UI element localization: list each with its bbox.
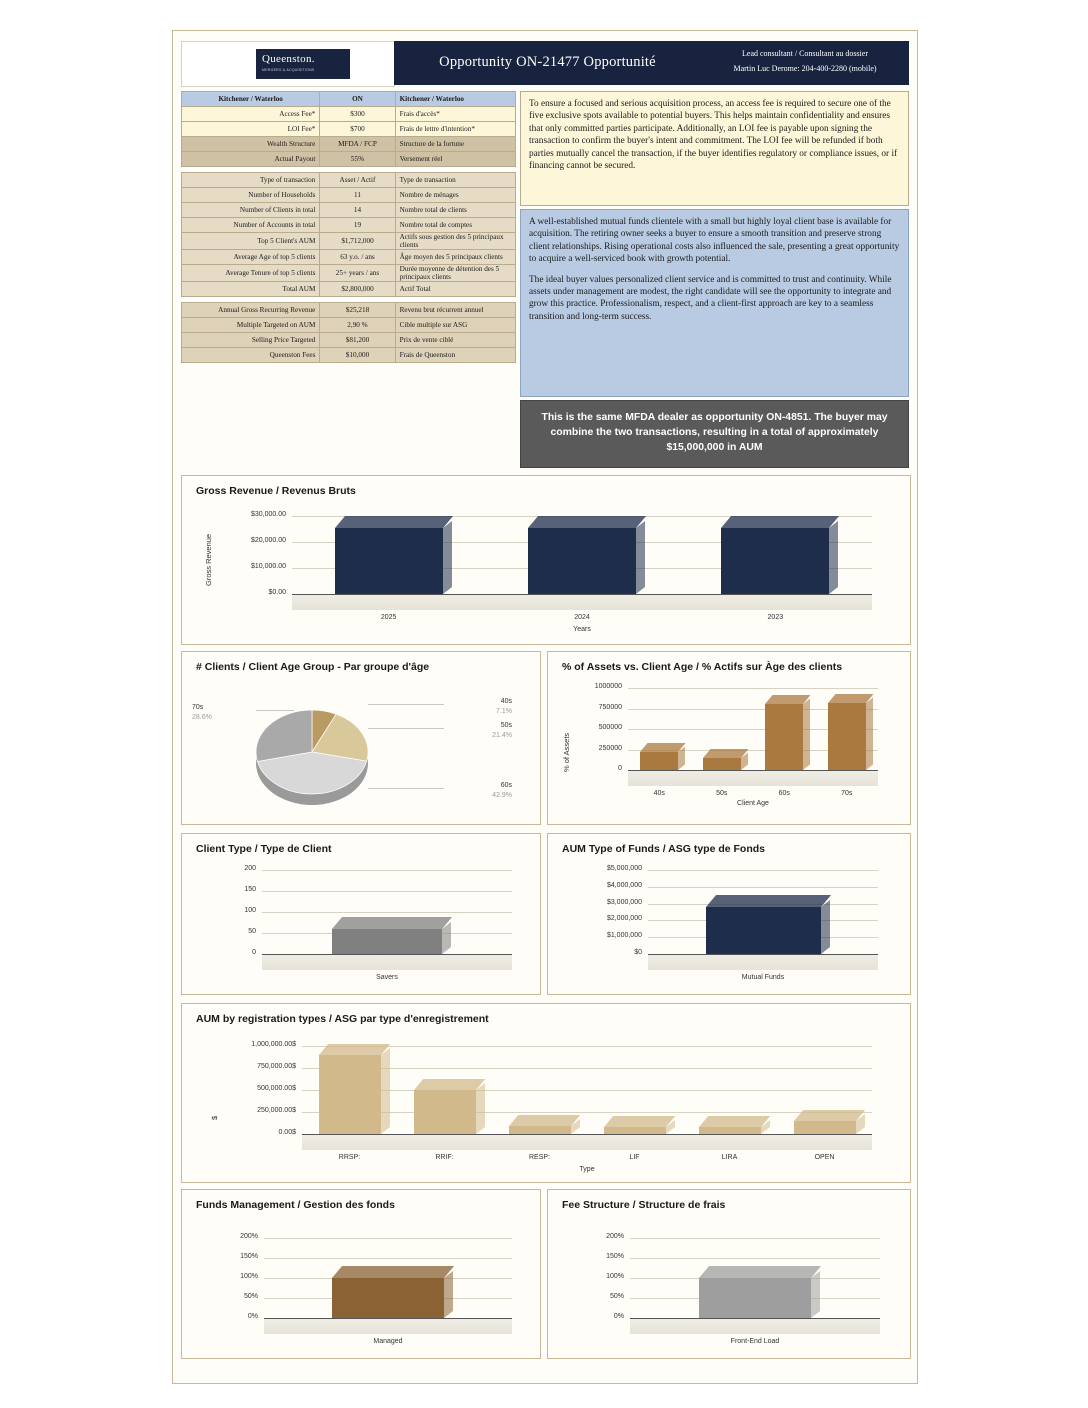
chart-title-client-age: # Clients / Client Age Group - Par groupe d'âge xyxy=(196,661,430,673)
chart-xlabel: Client Age xyxy=(737,800,769,807)
chart-y-tick: 0 xyxy=(252,949,256,956)
chart-x-tick: RESP: xyxy=(528,1154,550,1161)
chart-card-aum-funds xyxy=(547,833,911,995)
chart-y-tick: 150 xyxy=(244,886,256,893)
table-cell: $2,800,000 xyxy=(320,282,395,297)
table-cell: Top 5 Client's AUM xyxy=(182,233,320,250)
chart-bar xyxy=(509,1115,571,1134)
chart-x-tick: 40s xyxy=(653,790,665,797)
table-cell: Revenu brut récurrent annuel xyxy=(395,303,515,318)
pie-label: 50s xyxy=(500,722,512,729)
chart-x-tick: 50s xyxy=(716,790,728,797)
chart-x-tick: Front-End Load xyxy=(730,1338,780,1345)
pie-value: 7.1% xyxy=(496,708,512,715)
pie-leader-line xyxy=(368,728,444,729)
chart-y-tick: 0 xyxy=(618,765,622,772)
chart-x-tick: RRIF: xyxy=(435,1154,454,1161)
pie-leader-line xyxy=(368,788,444,789)
table-cell: Âge moyen des 5 principaux clients xyxy=(395,250,515,265)
chart-title-aum-funds: AUM Type of Funds / ASG type de Fonds xyxy=(562,843,766,855)
chart-x-tick: 2025 xyxy=(380,614,397,621)
chart-ylabel-assets: % of Assets xyxy=(562,732,571,772)
chart-gridline xyxy=(630,1318,880,1319)
table-cell: Durée moyenne de détention des 5 principaux clients xyxy=(395,265,515,282)
chart-title-funds-management: Funds Management / Gestion des fonds xyxy=(196,1199,395,1211)
chart-bar xyxy=(699,1266,811,1318)
table-cell: Actif Total xyxy=(395,282,515,297)
table-cell: 11 xyxy=(320,188,395,203)
pie-slice xyxy=(256,710,312,761)
chart-title-assets-vs-age: % of Assets vs. Client Age / % Actifs sur Àge des clients xyxy=(562,661,843,673)
chart-title-gross-revenue: Gross Revenue / Revenus Bruts xyxy=(196,485,356,497)
report-header xyxy=(181,41,909,85)
chart-card-assets-vs-age xyxy=(547,651,911,825)
chart-x-tick: 2023 xyxy=(767,614,784,621)
opportunity-description-panel xyxy=(520,209,909,397)
chart-title-fee-structure: Fee Structure / Structure de frais xyxy=(562,1199,726,1211)
chart-xlabel: Type xyxy=(579,1166,595,1173)
table-cell: MFDA / FCP xyxy=(320,137,395,152)
logo-subtitle: MERGERS & ACQUISITIONS xyxy=(262,68,315,72)
chart-card-client-age xyxy=(181,651,541,825)
chart-gridline xyxy=(302,1134,872,1135)
chart-y-tick: 150% xyxy=(606,1253,624,1260)
chart-x-tick: LIF xyxy=(629,1154,640,1161)
chart-y-tick: 250,000.00$ xyxy=(257,1107,296,1114)
pie-value: 21.4% xyxy=(492,732,512,739)
consultant-label: Lead consultant / Consultant au dossier xyxy=(742,49,868,58)
chart-bar xyxy=(332,1266,444,1318)
table-cell: LOI Fee* xyxy=(182,122,320,137)
chart-floor xyxy=(628,770,878,786)
chart-floor xyxy=(264,1318,512,1334)
table-cell: Prix de vente ciblé xyxy=(395,333,515,348)
chart-bar xyxy=(640,743,678,770)
opportunity-title-block xyxy=(394,41,701,85)
table-cell: Actual Payout xyxy=(182,152,320,167)
logo-block xyxy=(181,41,395,87)
table-row xyxy=(182,107,516,122)
chart-bar xyxy=(319,1044,381,1134)
chart-gridline xyxy=(648,954,878,955)
chart-bar xyxy=(528,516,636,594)
chart-gridline xyxy=(628,688,878,689)
table-cell: Frais de Queenston xyxy=(395,348,515,363)
chart-card-client-type xyxy=(181,833,541,995)
chart-bar xyxy=(414,1079,476,1134)
chart-y-tick: 100% xyxy=(606,1273,624,1280)
chart-y-tick: $1,000,000 xyxy=(606,932,642,940)
table-cell: Number of Clients in total xyxy=(182,203,320,218)
chart-bar xyxy=(703,749,741,770)
chart-y-tick: 200% xyxy=(240,1233,258,1240)
table-cell: Versement réel xyxy=(395,152,515,167)
chart-y-tick: 150% xyxy=(240,1253,258,1260)
chart-ylabel-registration: $ xyxy=(210,1115,219,1120)
table-cell: 19 xyxy=(320,218,395,233)
table-cell: Total AUM xyxy=(182,282,320,297)
table-cell: Actifs sous gestion des 5 principaux clients xyxy=(395,233,515,250)
chart-card-funds-management xyxy=(181,1189,541,1359)
chart-card-gross-revenue xyxy=(181,475,911,645)
table-row xyxy=(182,173,516,188)
table-cell: Queenston Fees xyxy=(182,348,320,363)
chart-y-tick: $3,000,000 xyxy=(606,898,642,906)
chart-x-tick: Managed xyxy=(373,1338,403,1345)
table-cell: $25,218 xyxy=(320,303,395,318)
table-row xyxy=(182,152,516,167)
table-row xyxy=(182,348,516,363)
chart-gridline xyxy=(648,870,878,871)
table-row xyxy=(182,333,516,348)
table-row xyxy=(182,250,516,265)
table-cell: 2,90 % xyxy=(320,318,395,333)
table-cell: Number of Households xyxy=(182,188,320,203)
chart-y-tick: $10,000.00 xyxy=(250,563,286,570)
pie-label: 60s xyxy=(500,782,512,789)
table-cell: Multiple Targeted on AUM xyxy=(182,318,320,333)
table-cell: $700 xyxy=(320,122,395,137)
table-row xyxy=(182,203,516,218)
table-cell: 14 xyxy=(320,203,395,218)
table-cell: Asset / Actif xyxy=(320,173,395,188)
chart-x-tick: RRSP: xyxy=(338,1154,361,1161)
chart-x-tick: LIRA xyxy=(721,1154,738,1161)
chart-y-tick: 50% xyxy=(243,1293,258,1300)
table-cell: Nombre de ménages xyxy=(395,188,515,203)
table-cell: Type de transaction xyxy=(395,173,515,188)
table-cell: Access Fee* xyxy=(182,107,320,122)
chart-floor xyxy=(648,954,878,970)
chart-y-tick: $4,000,000 xyxy=(606,881,642,889)
chart-xlabel: Years xyxy=(573,626,591,633)
table-cell: $300 xyxy=(320,107,395,122)
chart-bar xyxy=(794,1110,856,1134)
chart-gridline xyxy=(628,770,878,771)
chart-y-tick: 1,000,000.00$ xyxy=(251,1041,296,1048)
table-row xyxy=(182,188,516,203)
chart-y-tick: 250000 xyxy=(598,744,622,752)
chart-y-tick: $30,000.00 xyxy=(250,511,286,518)
chart-gridline xyxy=(262,912,512,913)
chart-x-tick: Mutual Funds xyxy=(741,974,785,981)
table-cell: Nombre total de clients xyxy=(395,203,515,218)
table-cell: 25+ years / ans xyxy=(320,265,395,282)
pie-leader-line xyxy=(368,704,444,705)
table-row xyxy=(182,318,516,333)
table-cell: $10,000 xyxy=(320,348,395,363)
chart-ylabel-gross-revenue: Gross Revenue xyxy=(204,533,213,586)
chart-y-tick: $0.00 xyxy=(268,589,286,596)
chart-bar xyxy=(721,516,829,594)
table-cell: Structure de la fortune xyxy=(395,137,515,152)
table-row xyxy=(182,137,516,152)
report-sheet xyxy=(172,30,918,1384)
table-cell: 55% xyxy=(320,152,395,167)
pie-leader-line xyxy=(256,710,294,711)
table-cell: Kitchener / Waterloo xyxy=(395,92,515,107)
chart-y-tick: 100% xyxy=(240,1273,258,1280)
chart-y-tick: 750,000.00$ xyxy=(257,1063,296,1070)
chart-y-tick: 0.00$ xyxy=(278,1129,296,1136)
chart-floor xyxy=(292,594,872,610)
chart-gridline xyxy=(262,870,512,871)
chart-gridline xyxy=(262,954,512,955)
chart-y-tick: 200% xyxy=(606,1233,624,1240)
chart-x-tick: Savers xyxy=(376,974,398,981)
chart-y-tick: 0% xyxy=(613,1313,624,1320)
table-row xyxy=(182,233,516,250)
chart-gridline xyxy=(262,891,512,892)
chart-y-tick: 50 xyxy=(248,928,256,935)
chart-bar xyxy=(699,1116,761,1134)
chart-y-tick: $0 xyxy=(634,949,642,956)
table-cell: $81,200 xyxy=(320,333,395,348)
table-cell: Selling Price Targeted xyxy=(182,333,320,348)
chart-bar xyxy=(706,895,821,954)
table-cell: Frais de lettre d'intention* xyxy=(395,122,515,137)
consultant-contact: Martin Luc Derome: 204-400-2280 (mobile) xyxy=(733,64,877,73)
table-cell: Number of Accounts in total xyxy=(182,218,320,233)
chart-bar xyxy=(335,516,443,594)
table-row xyxy=(182,265,516,282)
chart-title-registration-types: AUM by registration types / ASG par type d'enregistrement xyxy=(196,1013,489,1025)
chart-title-client-type: Client Type / Type de Client xyxy=(196,843,332,855)
table-row xyxy=(182,282,516,297)
page-title: Opportunity ON-21477 Opportunité xyxy=(439,54,656,70)
pie-value: 42.9% xyxy=(492,792,512,799)
fees-explanation-panel: To ensure a focused and serious acquisition process, an access fee is required to secure one of the five exclusive spots available to potential buyers. This helps maintain confidentiality and ensures that only committed parties participate. Additionally, an LOI fee is payable upon signing the transaction to confirm the buyer's intent and commitment. The LOI fee will be refunded if both parties mutually cancel the transaction, if the buyer identifies regulatory or compliance issues, or if financing cannot be secured. xyxy=(520,91,909,206)
chart-x-tick: 70s xyxy=(841,790,853,797)
queenston-logo xyxy=(256,49,350,79)
chart-floor xyxy=(302,1134,872,1150)
chart-y-tick: 500,000.00$ xyxy=(257,1085,296,1092)
chart-card-registration-types xyxy=(181,1003,911,1183)
logo-text: Queenston. xyxy=(262,53,315,65)
chart-y-tick: $20,000.00 xyxy=(250,537,286,544)
chart-x-tick: 60s xyxy=(778,790,790,797)
table-row xyxy=(182,122,516,137)
chart-x-tick: 2024 xyxy=(574,614,590,621)
summary-table xyxy=(181,91,516,363)
description-paragraph-1: A well-established mutual funds clientele with a small but highly loyal client base is available for acquisition. The retiring owner seeks a buyer to ensure a smooth transition and preserve strong client relationships. Rising operational costs also influenced the sale, presenting a great opportunity to acquire a well-serviced book with growth potential. xyxy=(529,217,900,265)
chart-gridline xyxy=(264,1318,512,1319)
chart-bar xyxy=(828,694,866,770)
chart-y-tick: 0% xyxy=(247,1313,258,1320)
chart-y-tick: 1000000 xyxy=(594,683,622,690)
chart-bar xyxy=(604,1116,666,1134)
table-cell: Average Age of top 5 clients xyxy=(182,250,320,265)
table-cell: Cible multiple sur ASG xyxy=(395,318,515,333)
chart-bar xyxy=(332,917,442,954)
chart-gridline xyxy=(264,1238,512,1239)
table-cell: $1,712,000 xyxy=(320,233,395,250)
chart-y-tick: $5,000,000 xyxy=(606,865,642,872)
chart-x-tick: OPEN xyxy=(814,1154,835,1161)
chart-card-fee-structure xyxy=(547,1189,911,1359)
table-cell: ON xyxy=(320,92,395,107)
table-cell: Type of transaction xyxy=(182,173,320,188)
combined-opportunity-note: This is the same MFDA dealer as opportunity ON-4851. The buyer may combine the two transactions, resulting in a total of approximately $15,000,000 in AUM xyxy=(520,400,909,468)
description-paragraph-2: The ideal buyer values personalized client service and is committed to trust and continuity. While assets under management are modest, the right candidate will see the opportunity to integrate and grow this practice. Professionalism, respect, and a client-first approach are key to a seamless transition and long-term success. xyxy=(529,274,892,322)
chart-y-tick: $2,000,000 xyxy=(606,915,642,923)
chart-y-tick: 50% xyxy=(609,1293,624,1300)
table-cell: Annual Gross Recurring Revenue xyxy=(182,303,320,318)
table-row xyxy=(182,92,516,107)
table-cell: 63 y.o. / ans xyxy=(320,250,395,265)
chart-gridline xyxy=(264,1258,512,1259)
pie-label: 40s xyxy=(500,698,512,705)
chart-y-tick: 750000 xyxy=(598,703,622,711)
consultant-block xyxy=(701,41,909,85)
table-cell: Nombre total de comptes xyxy=(395,218,515,233)
chart-y-tick: 100 xyxy=(244,907,256,914)
table-cell: Kitchener / Waterloo xyxy=(182,92,320,107)
chart-gridline xyxy=(648,887,878,888)
chart-y-tick: 200 xyxy=(244,865,256,872)
table-row xyxy=(182,218,516,233)
table-cell: Average Tenure of top 5 clients xyxy=(182,265,320,282)
pie-value: 28.6% xyxy=(192,714,212,721)
chart-gridline xyxy=(630,1238,880,1239)
chart-gridline xyxy=(292,594,872,595)
chart-gridline xyxy=(630,1258,880,1259)
table-row xyxy=(182,303,516,318)
chart-floor xyxy=(630,1318,880,1334)
chart-floor xyxy=(262,954,512,970)
table-cell: Wealth Structure xyxy=(182,137,320,152)
table-cell: Frais d'accès* xyxy=(395,107,515,122)
pie-label: 70s xyxy=(192,704,204,711)
chart-y-tick: 500000 xyxy=(598,724,622,731)
chart-bar xyxy=(765,695,803,770)
